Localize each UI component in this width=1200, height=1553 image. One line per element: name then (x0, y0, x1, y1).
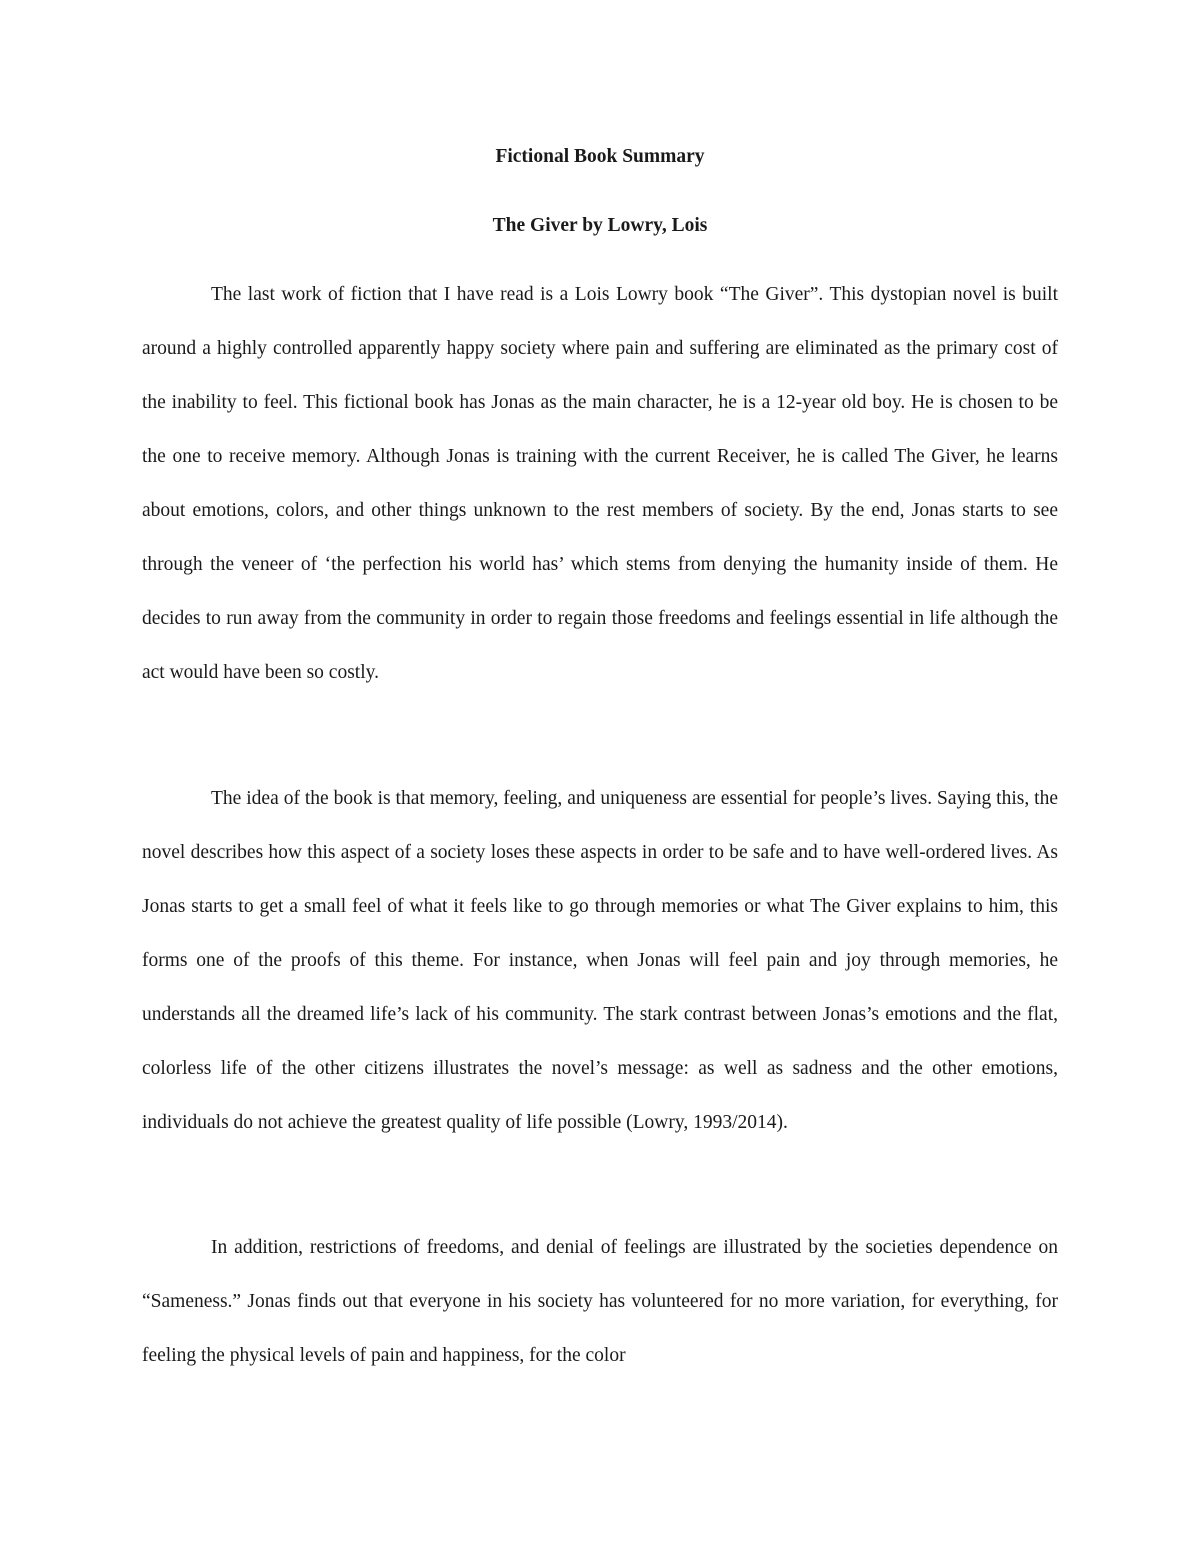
body-paragraph: The last work of fiction that I have read is a Lois Lowry book “The Giver”. This dystopian novel is built around a highly controlled apparently happy society where pain and suffering are eliminated as the primary cost of the inability to feel. This fictional book has Jonas as the main character, he is a 12-year old boy. He is chosen to be the one to receive memory. Although Jonas is training with the current Receiver, he is called The Giver, he learns about emotions, colors, and other things unknown to the rest members of society. By the end, Jonas starts to see through the veneer of ‘the perfection his world has’ which stems from denying the humanity inside of them. He decides to run away from the community in order to regain those freedoms and feelings essential in life although the act would have been so costly. (142, 284, 1058, 683)
body-paragraph: In addition, restrictions of freedoms, and denial of feelings are illustrated by the societies dependence on “Sameness.” Jonas finds out that everyone in his society has volunteered for no more variation, for everything, for feeling the physical levels of pain and happiness, for the color (142, 1237, 1058, 1366)
body-paragraph: The idea of the book is that memory, feeling, and uniqueness are essential for people’s lives. Saying this, the novel describes how this aspect of a society loses these aspects in order to be safe and to have well-ordered lives. As Jonas starts to get a small feel of what it feels like to go through memories or what The Giver explains to him, this forms one of the proofs of this theme. For instance, when Jonas will feel pain and joy through memories, he understands all the dreamed life’s lack of his community. The stark contrast between Jonas’s emotions and the flat, colorless life of the other citizens illustrates the novel’s message: as well as sadness and the other emotions, individuals do not achieve the greatest quality of life possible (Lowry, 1993/2014). (142, 788, 1058, 1133)
body-paragraph-2-block (142, 772, 1058, 1150)
document-title: Fictional Book Summary (495, 146, 705, 167)
document-subtitle: The Giver by Lowry, Lois (492, 215, 708, 236)
body-paragraph-1-block (142, 268, 1058, 700)
body-paragraph-3-block (142, 1221, 1058, 1383)
